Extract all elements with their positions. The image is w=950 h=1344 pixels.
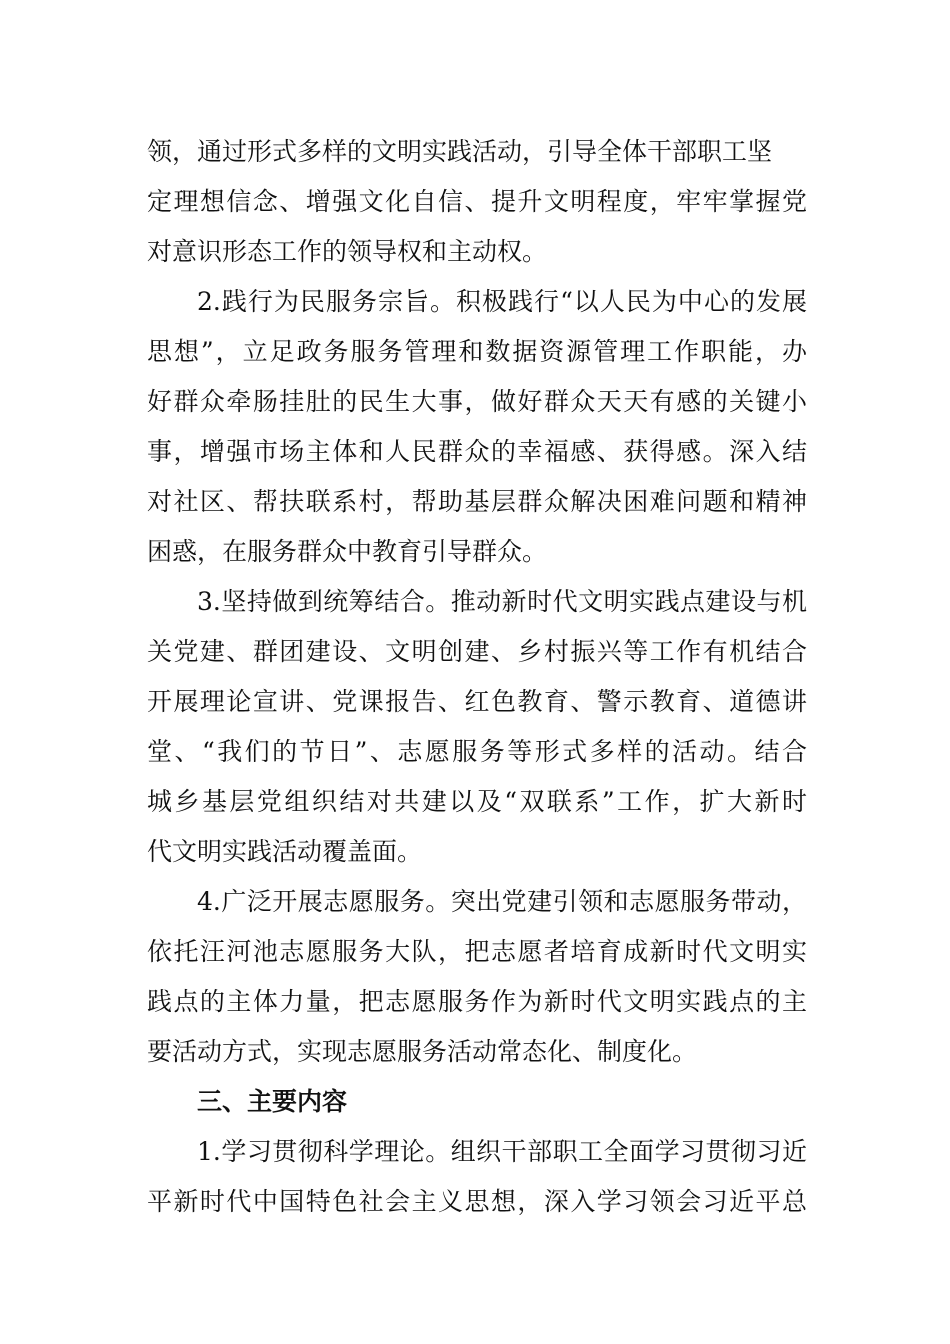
section-heading: 三、主要内容: [197, 1087, 348, 1116]
text-line-11: 关党建、群团建设、文明创建、乡村振兴等工作有机结合: [147, 637, 807, 666]
text-line-10: 3.坚持做到统筹结合。推动新时代文明实践点建设与机: [197, 587, 807, 616]
text-line-14: 城乡基层党组织结对共建以及“双联系”工作，扩大新时: [147, 787, 807, 816]
text-line-21: 1.学习贯彻科学理论。组织干部职工全面学习贯彻习近: [197, 1137, 807, 1166]
text-line-12: 开展理论宣讲、党课报告、红色教育、警示教育、道德讲: [147, 687, 807, 716]
text-line-7: 事，增强市场主体和人民群众的幸福感、获得感。深入结: [147, 437, 807, 466]
text-line-13: 堂、“我们的节日”、志愿服务等形式多样的活动。结合: [147, 737, 807, 766]
text-line-5: 思想”，立足政务服务管理和数据资源管理工作职能，办: [147, 337, 807, 366]
text-line-1: 领，通过形式多样的文明实践活动，引导全体干部职工坚: [147, 137, 773, 166]
text-line-17: 依托汪河池志愿服务大队，把志愿者培育成新时代文明实: [147, 937, 807, 966]
text-line-8: 对社区、帮扶联系村，帮助基层群众解决困难问题和精神: [147, 487, 807, 516]
text-line-4: 2.践行为民服务宗旨。积极践行“以人民为中心的发展: [197, 287, 807, 316]
text-line-19: 要活动方式，实现志愿服务活动常态化、制度化。: [147, 1037, 698, 1066]
text-line-6: 好群众牵肠挂肚的民生大事，做好群众天天有感的关键小: [147, 387, 807, 416]
text-line-15: 代文明实践活动覆盖面。: [147, 837, 423, 866]
text-line-16: 4.广泛开展志愿服务。突出党建引领和志愿服务带动，: [197, 887, 807, 916]
text-line-22: 平新时代中国特色社会主义思想，深入学习领会习近平总: [147, 1187, 807, 1216]
text-line-18: 践点的主体力量，把志愿服务作为新时代文明实践点的主: [147, 987, 807, 1016]
text-line-9: 困惑，在服务群众中教育引导群众。: [147, 537, 548, 566]
text-line-3: 对意识形态工作的领导权和主动权。: [147, 237, 548, 266]
text-line-2: 定理想信念、增强文化自信、提升文明程度，牢牢掌握党: [147, 187, 807, 216]
